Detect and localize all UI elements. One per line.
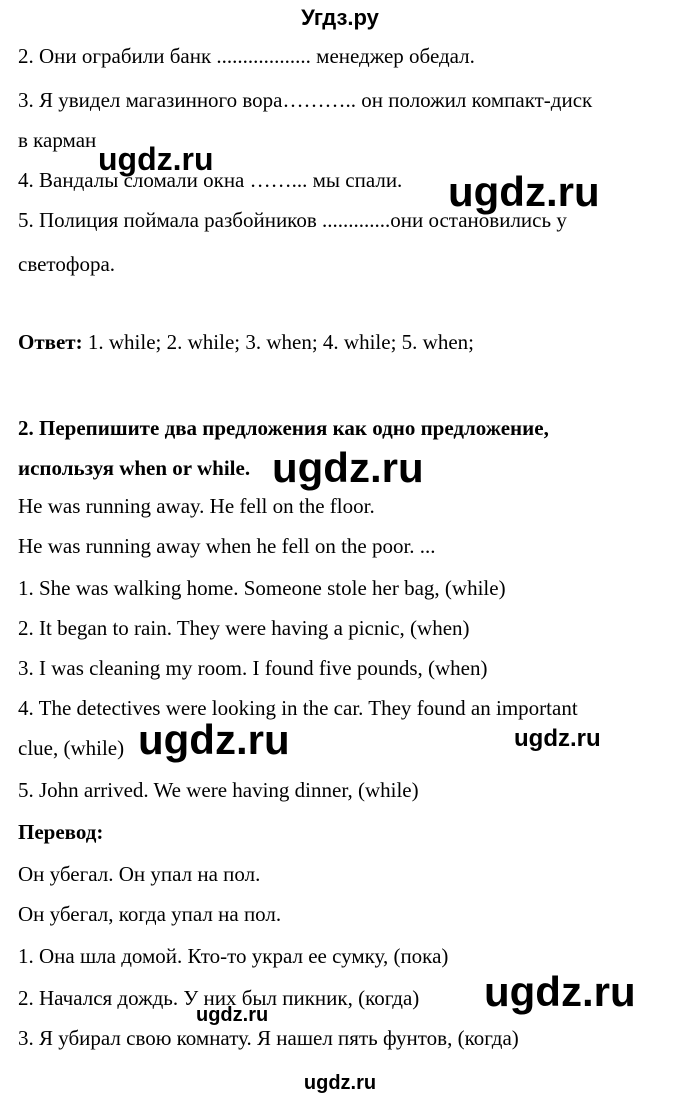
text-line: 5. Полиция поймала разбойников .............они остановились у bbox=[18, 208, 567, 232]
text-line: светофора. bbox=[18, 252, 116, 276]
text-line: 3. Я увидел магазинного вора……….. он положил компакт-диск bbox=[18, 88, 593, 112]
watermark: ugdz.ru bbox=[138, 716, 290, 763]
exercise-line: 5. John arrived. We were having dinner, (while) bbox=[18, 778, 419, 802]
answer-label: Ответ: bbox=[18, 330, 83, 354]
translation-line: 3. Я убирал свою комнату. Я нашел пять фунтов, (когда) bbox=[18, 1026, 519, 1050]
watermark: ugdz.ru bbox=[484, 968, 636, 1015]
text-line: в карман bbox=[18, 128, 97, 152]
site-header: Угдз.ру bbox=[301, 5, 379, 30]
translation-line: Он убегал, когда упал на пол. bbox=[18, 902, 282, 926]
text-line: 4. Вандалы сломали окна ……... мы спали. bbox=[18, 168, 403, 192]
example-line: He was running away. He fell on the floor. bbox=[18, 494, 375, 518]
translation-line: 1. Она шла домой. Кто-то украл ее сумку, (пока) bbox=[18, 944, 449, 968]
watermark: ugdz.ru bbox=[196, 1004, 269, 1026]
watermark: ugdz.ru bbox=[98, 141, 214, 177]
task-title: используя when or while. bbox=[18, 456, 251, 480]
watermark: ugdz.ru bbox=[448, 168, 600, 215]
text-line: 2. Они ограбили банк .................. менеджер обедал. bbox=[18, 44, 475, 68]
example-line: He was running away when he fell on the poor. ... bbox=[18, 534, 436, 558]
translation-line: Он убегал. Он упал на пол. bbox=[18, 862, 261, 886]
answer-line bbox=[18, 330, 474, 354]
answer-text: 1. while; 2. while; 3. when; 4. while; 5. when; bbox=[82, 330, 474, 354]
exercise-line: 2. It began to rain. They were having a picnic, (when) bbox=[18, 616, 470, 640]
task-title: 2. Перепишите два предложения как одно предложение, bbox=[18, 416, 549, 440]
exercise-line: clue, (while) bbox=[18, 736, 125, 760]
translation-line: 2. Начался дождь. У них был пикник, (когда) bbox=[18, 986, 420, 1010]
exercise-line: 4. The detectives were looking in the car. They found an important bbox=[18, 696, 578, 720]
exercise-line: 1. She was walking home. Someone stole her bag, (while) bbox=[18, 576, 506, 600]
watermark: ugdz.ru bbox=[514, 725, 601, 752]
translation-label: Перевод: bbox=[18, 820, 104, 844]
watermark: ugdz.ru bbox=[272, 444, 424, 491]
site-footer: ugdz.ru bbox=[303, 1072, 377, 1094]
exercise-line: 3. I was cleaning my room. I found five pounds, (when) bbox=[18, 656, 488, 680]
